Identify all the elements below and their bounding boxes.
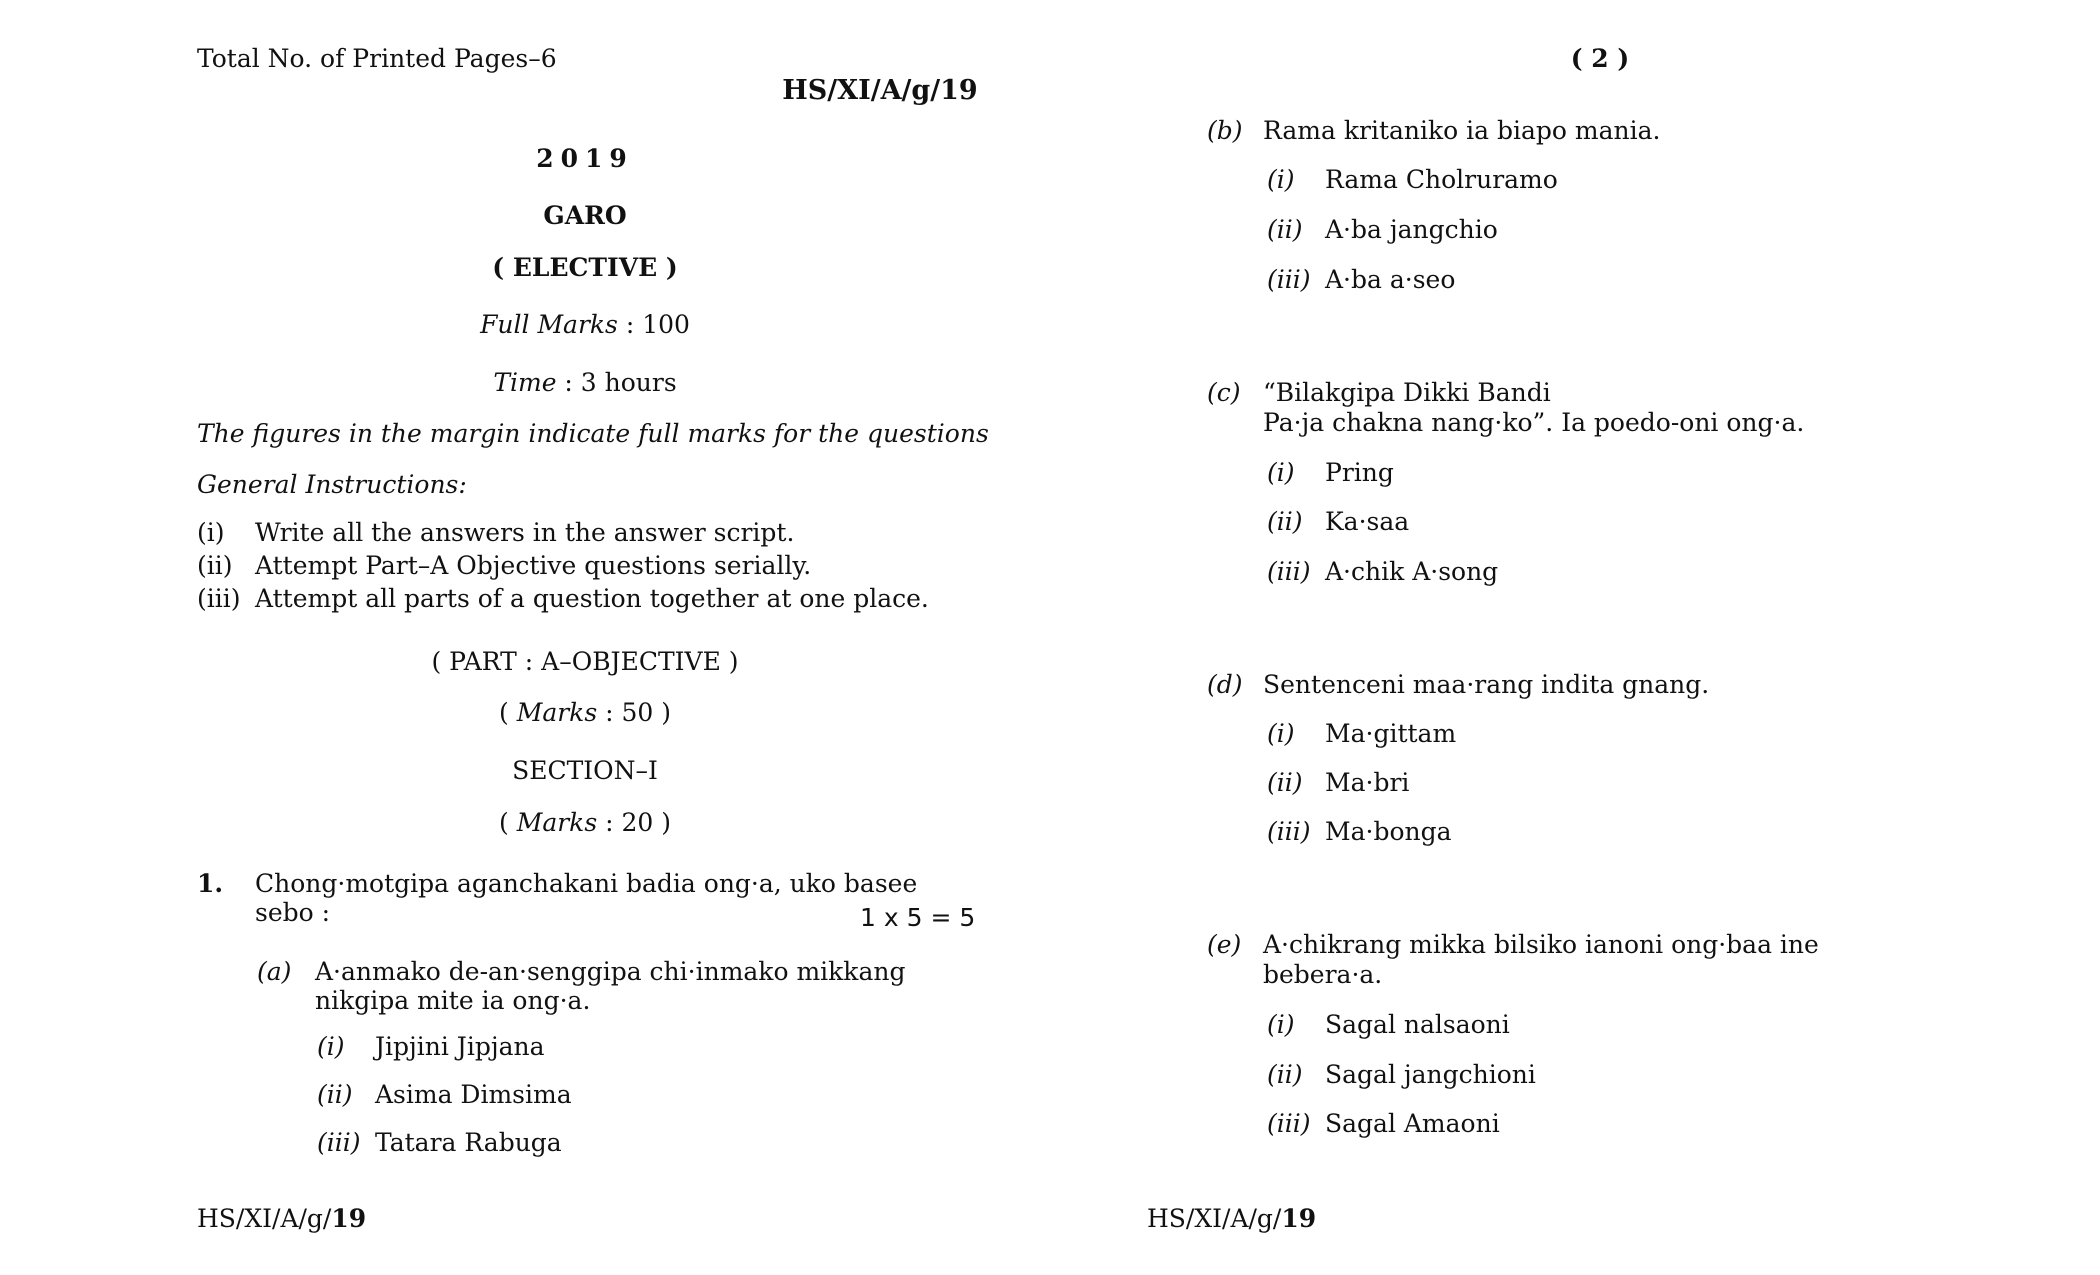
exam-time	[335, 368, 835, 398]
subject-title: GARO	[543, 201, 627, 230]
subquestion-letter: (d)	[1207, 670, 1243, 699]
option-text: Sagal nalsaoni	[1325, 1010, 1510, 1039]
section-marks	[335, 808, 835, 838]
option-number: (i)	[1267, 719, 1295, 748]
page-footer	[1147, 1204, 1316, 1234]
option-number: (i)	[1267, 165, 1295, 194]
option-text: Asima Dimsima	[375, 1080, 572, 1109]
question-number: 1.	[197, 869, 224, 898]
section-heading: SECTION–I	[512, 756, 658, 785]
option-text: A·ba jangchio	[1325, 215, 1498, 244]
option-text: Sagal jangchioni	[1325, 1060, 1536, 1089]
option-text: Jipjini Jipjana	[375, 1032, 545, 1061]
full-marks	[335, 310, 835, 340]
section-marks-label: Marks	[516, 808, 598, 837]
instruction-text: Write all the answers in the answer script.	[255, 518, 795, 547]
option-number: (iii)	[1267, 817, 1311, 846]
time-value: : 3 hours	[556, 368, 677, 397]
option-number: (ii)	[1267, 215, 1303, 244]
page-footer	[197, 1204, 366, 1234]
subquestion-text: A·anmako de-an·senggipa chi·inmako mikkang	[315, 957, 906, 986]
elective-label: ( ELECTIVE )	[492, 253, 678, 282]
subquestion-text: nikgipa mite ia ong·a.	[315, 986, 591, 1015]
subquestion-text: A·chikrang mikka bilsiko ianoni ong·baa ine	[1263, 930, 1819, 959]
option-text: Sagal Amaoni	[1325, 1109, 1500, 1138]
instruction-text: Attempt all parts of a question together at one place.	[255, 584, 929, 613]
option-text: Ma·bri	[1325, 768, 1410, 797]
subquestion-letter: (a)	[257, 957, 292, 986]
full-marks-label: Full Marks	[480, 310, 618, 339]
option-text: A·chik A·song	[1325, 557, 1499, 586]
part-marks-value: : 50 )	[597, 698, 671, 727]
option-text: A·ba a·seo	[1325, 265, 1456, 294]
page-number: ( 2 )	[1570, 44, 1630, 73]
option-number: (iii)	[317, 1128, 361, 1157]
time-label: Time	[493, 368, 557, 397]
option-number: (i)	[1267, 458, 1295, 487]
subquestion-letter: (e)	[1207, 930, 1242, 959]
option-number: (i)	[1267, 1010, 1295, 1039]
question-text: Chong·motgipa aganchakani badia ong·a, uko basee	[255, 869, 918, 898]
instruction-number: (ii)	[197, 551, 233, 580]
full-marks-value: : 100	[617, 310, 690, 339]
footer-code: HS/XI/A/g/	[1147, 1204, 1282, 1233]
option-text: Tatara Rabuga	[375, 1128, 562, 1157]
option-text: Rama Cholruramo	[1325, 165, 1558, 194]
footer-year: 19	[331, 1204, 367, 1233]
option-number: (i)	[317, 1032, 345, 1061]
exam-year: 2019	[536, 144, 634, 173]
option-number: (ii)	[1267, 507, 1303, 536]
subquestion-text: Pa·ja chakna nang·ko”. Ia poedo-oni ong·a.	[1263, 408, 1805, 437]
option-number: (iii)	[1267, 265, 1311, 294]
total-printed-pages: Total No. of Printed Pages–6	[197, 44, 557, 73]
part-marks-open: (	[499, 698, 517, 727]
instruction-number: (i)	[197, 518, 225, 547]
section-marks-open: (	[499, 808, 517, 837]
instruction-text: Attempt Part–A Objective questions serially.	[255, 551, 812, 580]
subquestion-text: Sentenceni maa·rang indita gnang.	[1263, 670, 1710, 699]
option-number: (iii)	[1267, 557, 1311, 586]
option-text: Ma·bonga	[1325, 817, 1452, 846]
subquestion-letter: (b)	[1207, 116, 1243, 145]
part-marks-label: Marks	[516, 698, 598, 727]
subquestion-letter: (c)	[1207, 378, 1241, 407]
exam-page-2	[1050, 0, 2100, 1275]
figures-note: The figures in the margin indicate full marks for the questions	[197, 419, 989, 448]
subquestion-text: bebera·a.	[1263, 960, 1383, 989]
subquestion-text: Rama kritaniko ia biapo mania.	[1263, 116, 1661, 145]
footer-code: HS/XI/A/g/	[197, 1204, 332, 1233]
part-heading: ( PART : A–OBJECTIVE )	[431, 647, 739, 676]
subquestion-text: “Bilakgipa Dikki Bandi	[1263, 378, 1551, 407]
option-number: (ii)	[1267, 1060, 1303, 1089]
footer-year: 19	[1281, 1204, 1317, 1233]
option-text: Ka·saa	[1325, 507, 1410, 536]
option-number: (ii)	[1267, 768, 1303, 797]
section-marks-value: : 20 )	[597, 808, 671, 837]
paper-code: HS/XI/A/g/19	[782, 75, 978, 106]
general-instructions-heading: General Instructions:	[197, 470, 467, 499]
part-marks	[335, 698, 835, 728]
instruction-number: (iii)	[197, 584, 241, 613]
question-text: sebo :	[255, 898, 331, 927]
option-text: Pring	[1325, 458, 1394, 487]
option-number: (ii)	[317, 1080, 353, 1109]
question-marks: 1 x 5 = 5	[860, 903, 976, 932]
option-number: (iii)	[1267, 1109, 1311, 1138]
option-text: Ma·gittam	[1325, 719, 1457, 748]
